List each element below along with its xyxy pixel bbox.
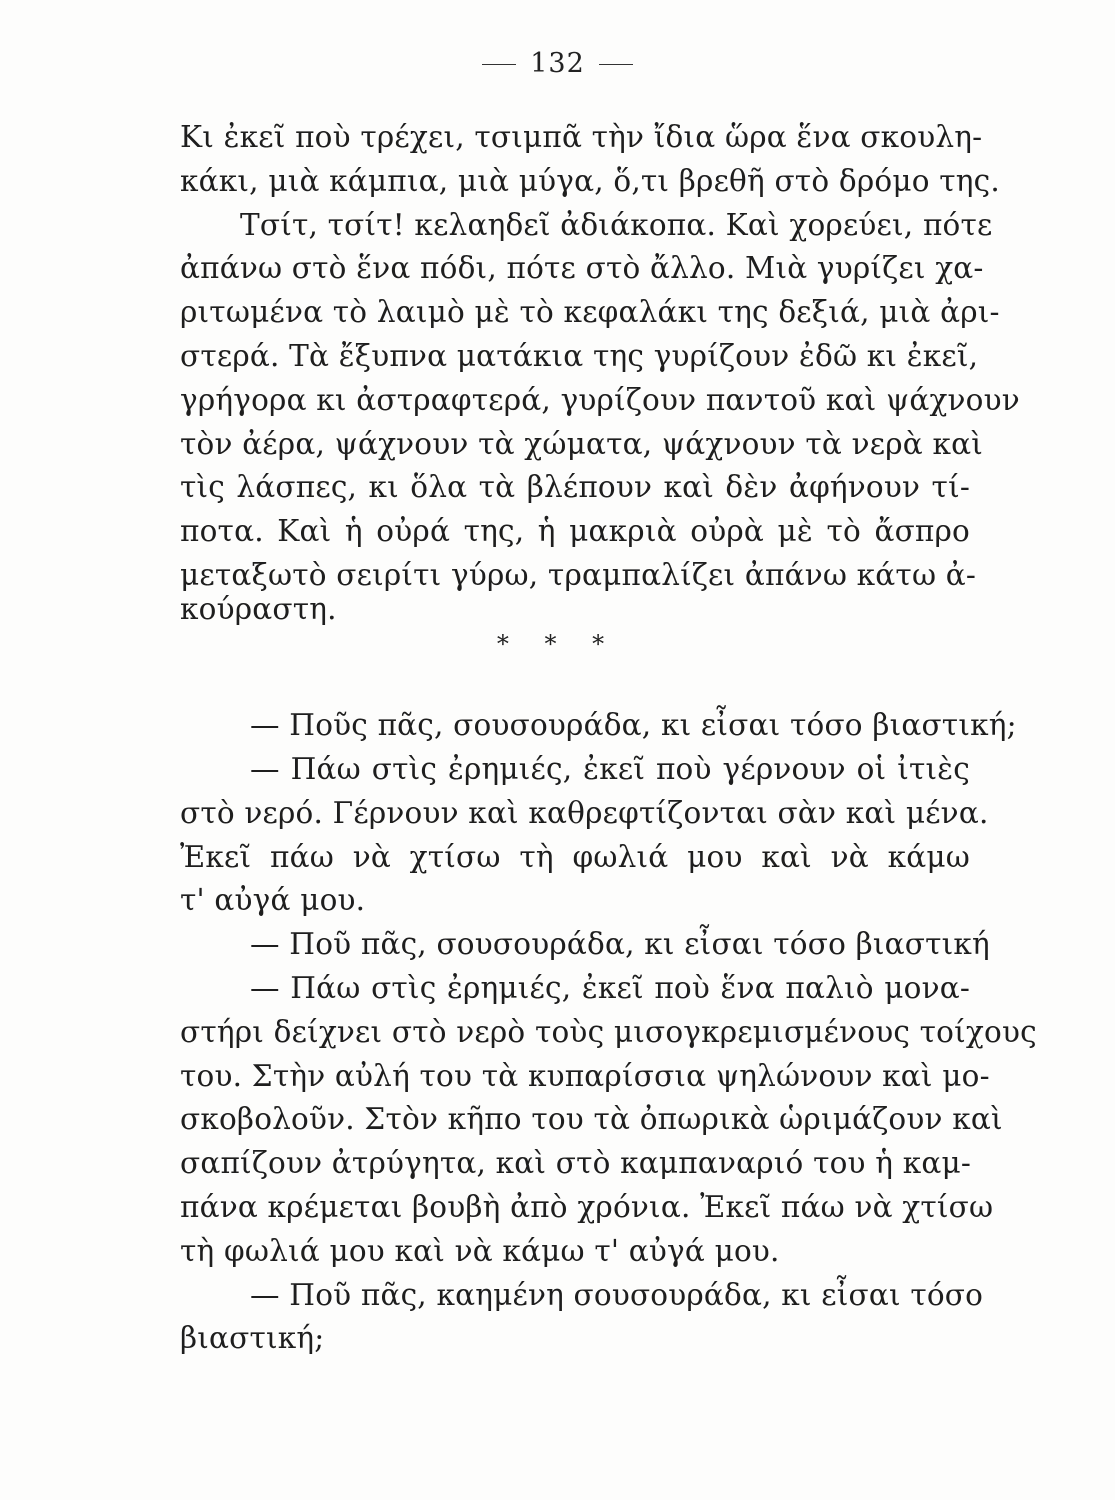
right-dash [599,64,633,65]
text-line: γρήγορα κι ἀστραφτερά, γυρίζουν παντοῦ καὶ ψάχνουν [180,383,1020,417]
dialogue-line: — Ποῦς πᾶς, σουσουράδα, κι εἶσαι τόσο βιαστική; [250,708,1017,742]
text-line: τὸν ἀέρα, ψάχνουν τὰ χώματα, ψάχνουν τὰ νερὰ καὶ [180,427,983,461]
text-line: βιαστική; [180,1321,325,1355]
left-dash [482,64,516,65]
text-line: τὴ φωλιά μου καὶ νὰ κάμω τ' αὐγά μου. [180,1234,780,1268]
text-line: στήρι δείχνει στὸ νερὸ τοὺς μισογκρεμισμένους τοίχους [180,1015,1037,1049]
text-line: σκοβολοῦν. Στὸν κῆπο του τὰ ὀπωρικὰ ὡριμάζουν καὶ [180,1102,1003,1136]
text-line: στὸ νερό. Γέρνουν καὶ καθρεφτίζονται σὰν καὶ μένα. [180,796,989,830]
text-line: Κι ἐκεῖ ποὺ τρέχει, τσιμπᾶ τὴν ἴδια ὥρα ἕνα σκουλη- [180,120,983,154]
text-line: στερά. Τὰ ἔξυπνα ματάκια της γυρίζουν ἐδῶ κι ἐκεῖ, [180,339,979,373]
dialogue-line: — Πάω στὶς ἐρημιές, ἐκεῖ ποὺ ἕνα παλιὸ μονα- [250,971,970,1005]
text-line: ποτα. Καὶ ἡ οὐρά της, ἡ μακριὰ οὐρὰ μὲ τὸ ἄσπρο [180,514,970,548]
text-line: Τσίτ, τσίτ! κελαηδεῖ ἀδιάκοπα. Καὶ χορεύει, πότε [240,208,993,242]
text-line: του. Στὴν αὐλή του τὰ κυπαρίσσια ψηλώνουν καὶ μο- [180,1059,990,1093]
page-number: 132 [530,48,585,79]
dialogue-line: — Ποῦ πᾶς, καημένη σουσουράδα, κι εἶσαι τόσο [250,1278,984,1312]
text-line: Ἐκεῖ πάω νὰ χτίσω τὴ φωλιά μου καὶ νὰ κάμω [180,840,970,874]
section-break: * * * [496,630,619,658]
text-line: κάκι, μιὰ κάμπια, μιὰ μύγα, ὅ,τι βρεθῆ στὸ δρόμο της. [180,164,1000,198]
text-line: τ' αὐγά μου. [180,883,366,917]
dialogue-line: — Πάω στὶς ἐρημιές, ἐκεῖ ποὺ γέρνουν οἱ ἰτιὲς [250,752,970,786]
dialogue-line: — Ποῦ πᾶς, σουσουράδα, κι εἶσαι τόσο βιαστική [250,927,990,961]
text-line: ριτωμένα τὸ λαιμὸ μὲ τὸ κεφαλάκι της δεξιά, μιὰ ἀρι- [180,295,1000,329]
text-line: κούραστη. [180,592,337,626]
text-line: μεταξωτὸ σειρίτι γύρω, τραμπαλίζει ἀπάνω κάτω ἀ- [180,558,977,592]
text-line: σαπίζουν ἀτρύγητα, καὶ στὸ καμπαναριό του ἡ καμ- [180,1146,972,1180]
page-number-header [0,48,1115,79]
text-line: τὶς λάσπες, κι ὅλα τὰ βλέπουν καὶ δὲν ἀφήνουν τί- [180,470,970,504]
text-line: πάνα κρέμεται βουβὴ ἀπὸ χρόνια. Ἐκεῖ πάω νὰ χτίσω [180,1190,994,1224]
text-line: ἀπάνω στὸ ἕνα πόδι, πότε στὸ ἄλλο. Μιὰ γυρίζει χα- [180,251,984,285]
